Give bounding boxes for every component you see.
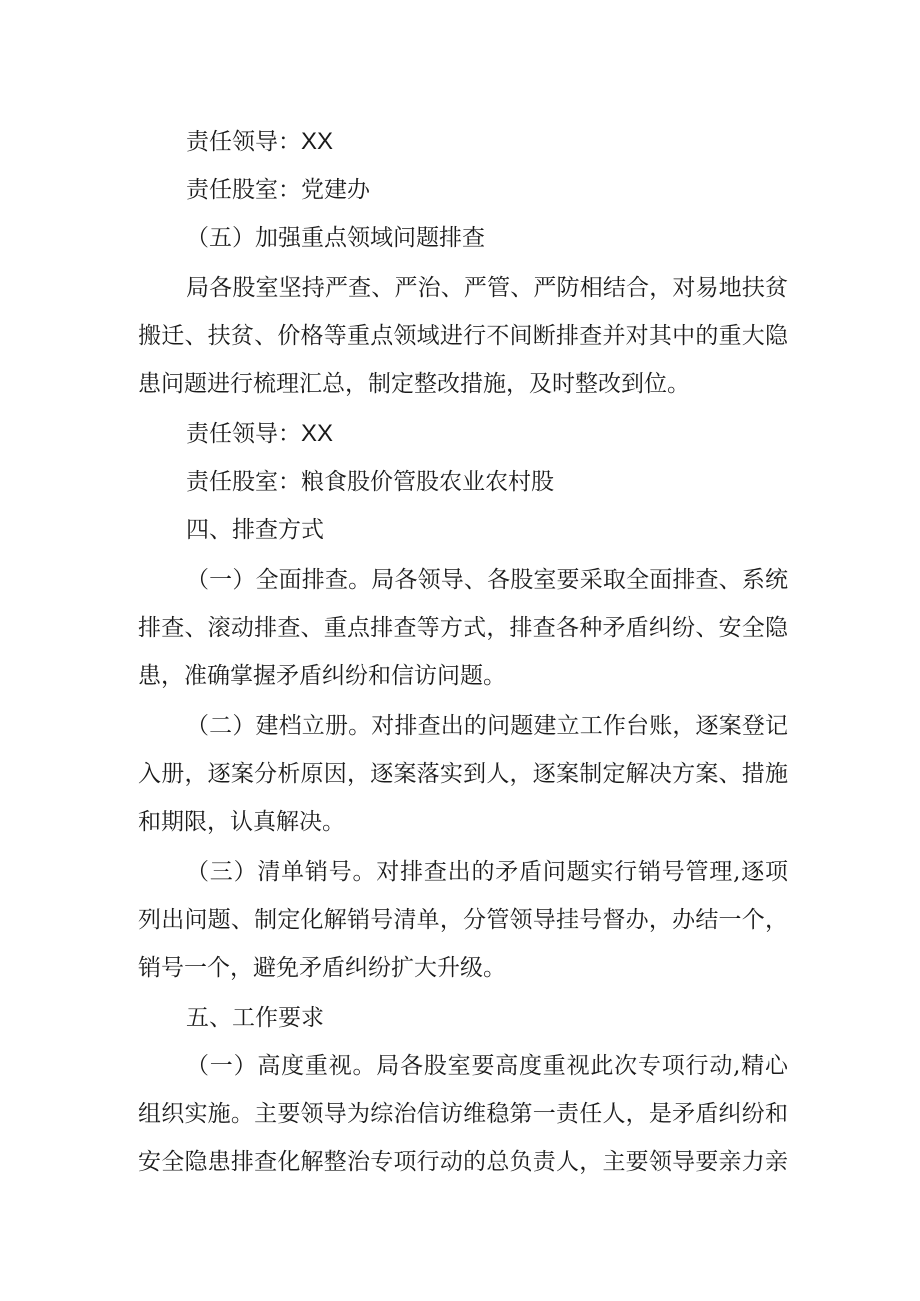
responsible-office-line: 责任股室：党建办 [186,177,370,203]
paragraph-line: 患，准确掌握矛盾纠纷和信访问题。 [138,663,506,689]
paragraph-line: 局各股室坚持严查、严治、严管、严防相结合，对易地扶贫 [186,275,788,301]
responsible-office-line: 责任股室：粮食股价管股农业农村股 [186,469,554,495]
responsible-leader-line: 责任领导：XX [186,128,334,155]
paragraph-line: 和期限，认真解决。 [138,809,345,835]
responsible-leader-line: 责任领导：XX [186,420,334,447]
paragraph-line: 安全隐患排查化解整治专项行动的总负责人，主要领导要亲力亲 [138,1149,788,1175]
paragraph-line: （一）全面排查。局各领导、各股室要采取全面排查、系统 [186,567,788,593]
paragraph-line: 排查、滚动排查、重点排查等方式，排查各种矛盾纠纷、安全隐 [138,615,788,641]
paragraph-line: （一）高度重视。局各股室要高度重视此次专项行动,精心 [186,1053,788,1079]
paragraph-line: 组织实施。主要领导为综治信访维稳第一责任人，是矛盾纠纷和 [138,1101,788,1127]
paragraph-line: 患问题进行梳理汇总，制定整改措施，及时整改到位。 [138,371,690,397]
section-heading: 五、工作要求 [186,1005,324,1031]
paragraph-line: 入册，逐案分析原因，逐案落实到人，逐案制定解决方案、措施 [138,761,788,787]
paragraph-line: （二）建档立册。对排查出的问题建立工作台账，逐案登记 [186,713,788,739]
paragraph-line: 搬迁、扶贫、价格等重点领域进行不间断排查并对其中的重大隐 [138,323,788,349]
section-heading: 四、排查方式 [186,517,324,543]
paragraph-line: 销号一个，避免矛盾纠纷扩大升级。 [138,955,506,981]
paragraph-line: （三）清单销号。对排查出的矛盾问题实行销号管理,逐项 [186,859,788,885]
paragraph-line: 列出问题、制定化解销号清单，分管领导挂号督办，办结一个， [138,907,788,933]
section-heading: （五）加强重点领域问题排查 [186,225,485,251]
